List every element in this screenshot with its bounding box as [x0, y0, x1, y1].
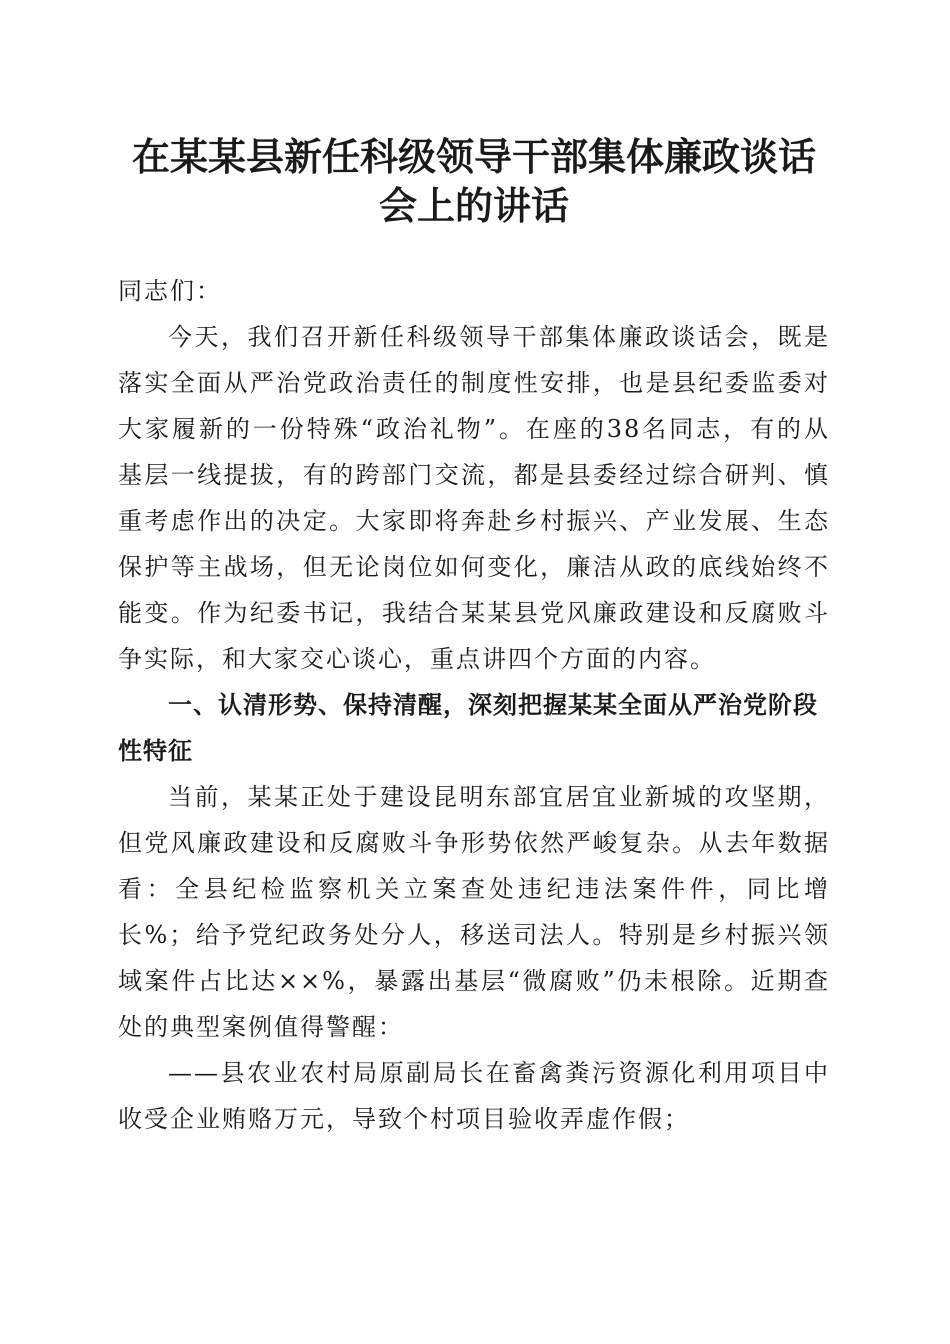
document-title: 在某某县新任科级领导干部集体廉政谈话会上的讲话: [131, 134, 816, 228]
section-heading: 一、认清形势、保持清醒，深刻把握某某全面从严治党阶段性特征: [118, 691, 818, 765]
body-paragraph: 今天，我们召开新任科级领导干部集体廉政谈话会，既是落实全面从严治党政治责任的制度性安排，也是县纪委监委对大家履新的一份特殊“政治礼物”。在座的38名同志，有的从基层一线提拔，有的跨部门交流，都是县委经过综合研判、慎重考虑作出的决定。大家即将奔赴乡村振兴、产业发展、生态保护等主战场，但无论岗位如何变化，廉洁从政的底线始终不能变。作为纪委书记，我结合某某县党风廉政建设和反腐败斗争实际，和大家交心谈心，重点讲四个方面的内容。: [118, 323, 830, 673]
greeting: 同志们：: [118, 277, 222, 305]
document-page: [118, 132, 830, 1142]
case-item: ——县农业农村局原副局长在畜禽粪污资源化利用项目中收受企业贿赂万元，导致个村项目验收弄虚作假；: [118, 1059, 830, 1133]
body-paragraph: 当前，某某正处于建设昆明东部宜居宜业新城的攻坚期，但党风廉政建设和反腐败斗争形势依然严峻复杂。从去年数据看：全县纪检监察机关立案查处违纪违法案件件，同比增长%；给予党纪政务处分人，移送司法人。特别是乡村振兴领域案件占比达××%，暴露出基层“微腐败”仍未根除。近期查处的典型案例值得警醒：: [118, 783, 830, 1041]
